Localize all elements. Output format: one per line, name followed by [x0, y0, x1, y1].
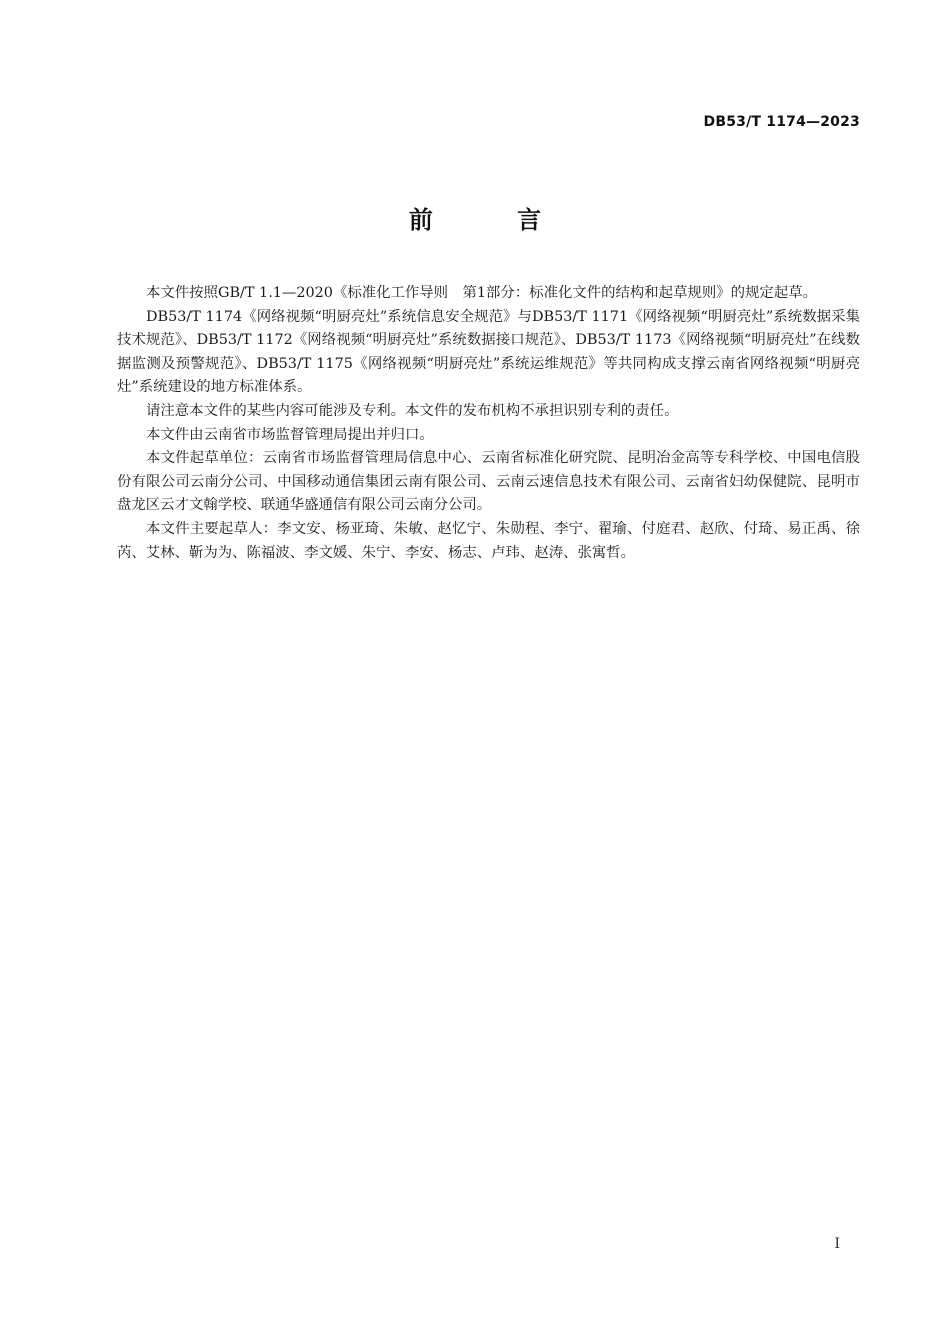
page-number: I [834, 1236, 840, 1252]
paragraph-drafting-units: 本文件起草单位：云南省市场监督管理局信息中心、云南省标准化研究院、昆明冶金高等专科学校、中国电信股份有限公司云南分公司、中国移动通信集团云南有限公司、云南云速信息技术有限公司、云南省妇幼保健院、昆明市盘龙区云才文翰学校、联通华盛通信有限公司云南分公司。 [117, 450, 860, 514]
foreword-body [117, 282, 860, 565]
paragraph-standard-system: DB53/T 1174《网络视频“明厨亮灶”系统信息安全规范》与DB53/T 1171《网络视频“明厨亮灶”系统数据采集技术规范》、DB53/T 1172《网络视频“明厨亮灶”系统数据接口规范》、DB53/T 1173《网络视频“明厨亮灶”在线数据监测及预警规范》、DB53/T 1175《网络视频“明厨亮灶”系统运维规范》等共同构成支撑云南省网络视频“明厨亮灶”系统建设的地方标准体系。 [117, 308, 860, 396]
paragraph-drafting-rules: 本文件按照GB/T 1.1—2020《标准化工作导则 第1部分：标准化文件的结构和起草规则》的规定起草。 [146, 285, 817, 301]
document-code: DB53/T 1174—2023 [703, 114, 860, 130]
paragraph-drafters: 本文件主要起草人：李文安、杨亚琦、朱敏、赵忆宁、朱勋程、李宁、翟瑜、付庭君、赵欣、付琦、易正禹、徐芮、艾林、靳为为、陈福波、李文媛、朱宁、李安、杨志、卢玮、赵涛、张寓哲。 [117, 520, 860, 561]
page-title: 前 言 [408, 206, 580, 234]
paragraph-patent-notice: 请注意本文件的某些内容可能涉及专利。本文件的发布机构不承担识别专利的责任。 [146, 402, 679, 419]
paragraph-proposer: 本文件由云南省市场监督管理局提出并归口。 [146, 426, 434, 443]
